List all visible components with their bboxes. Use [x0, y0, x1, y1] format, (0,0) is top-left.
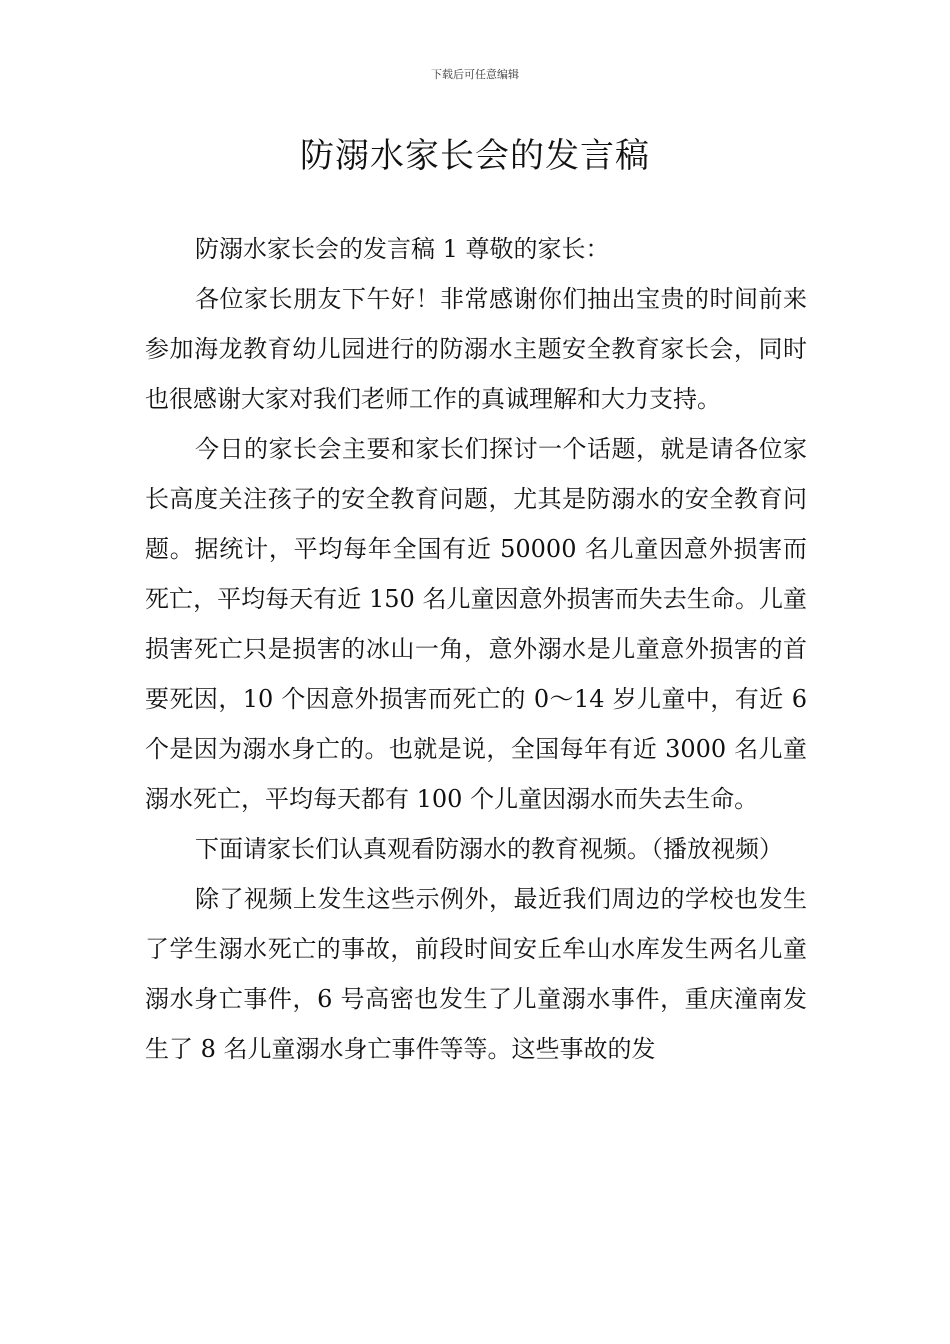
page-title: 防溺水家长会的发言稿 — [300, 136, 650, 176]
paragraph: 除了视频上发生这些示例外，最近我们周边的学校也发生了学生溺水死亡的事故，前段时间安丘牟山水库发生两名儿童溺水身亡事件，6 号高密也发生了儿童溺水事件，重庆潼南发生了 8 名儿童溺水身亡事件等等。这些事故的发 — [145, 885, 807, 1063]
paragraph: 今日的家长会主要和家长们探讨一个话题，就是请各位家长高度关注孩子的安全教育问题，尤其是防溺水的安全教育问题。据统计，平均每年全国有近 50000 名儿童因意外损害而死亡，平均每天有近 150 名儿童因意外损害而失去生命。儿童损害死亡只是损害的冰山一角，意外溺水是儿童意外损害的首要死因，10 个因意外损害而死亡的 0～14 岁儿童中，有近 6 个是因为溺水身亡的。也就是说，全国每年有近 3000 名儿童溺水死亡，平均每天都有 100 个儿童因溺水而失去生命。 — [145, 435, 807, 813]
document-body — [145, 224, 807, 1074]
header-note: 下载后可任意编辑 — [431, 68, 519, 81]
paragraph: 各位家长朋友下午好！非常感谢你们抽出宝贵的时间前来参加海龙教育幼儿园进行的防溺水主题安全教育家长会，同时也很感谢大家对我们老师工作的真诚理解和大力支持。 — [145, 285, 807, 413]
paragraph: 下面请家长们认真观看防溺水的教育视频。（播放视频） — [195, 835, 783, 863]
paragraph: 防溺水家长会的发言稿 1 尊敬的家长： — [195, 235, 610, 263]
